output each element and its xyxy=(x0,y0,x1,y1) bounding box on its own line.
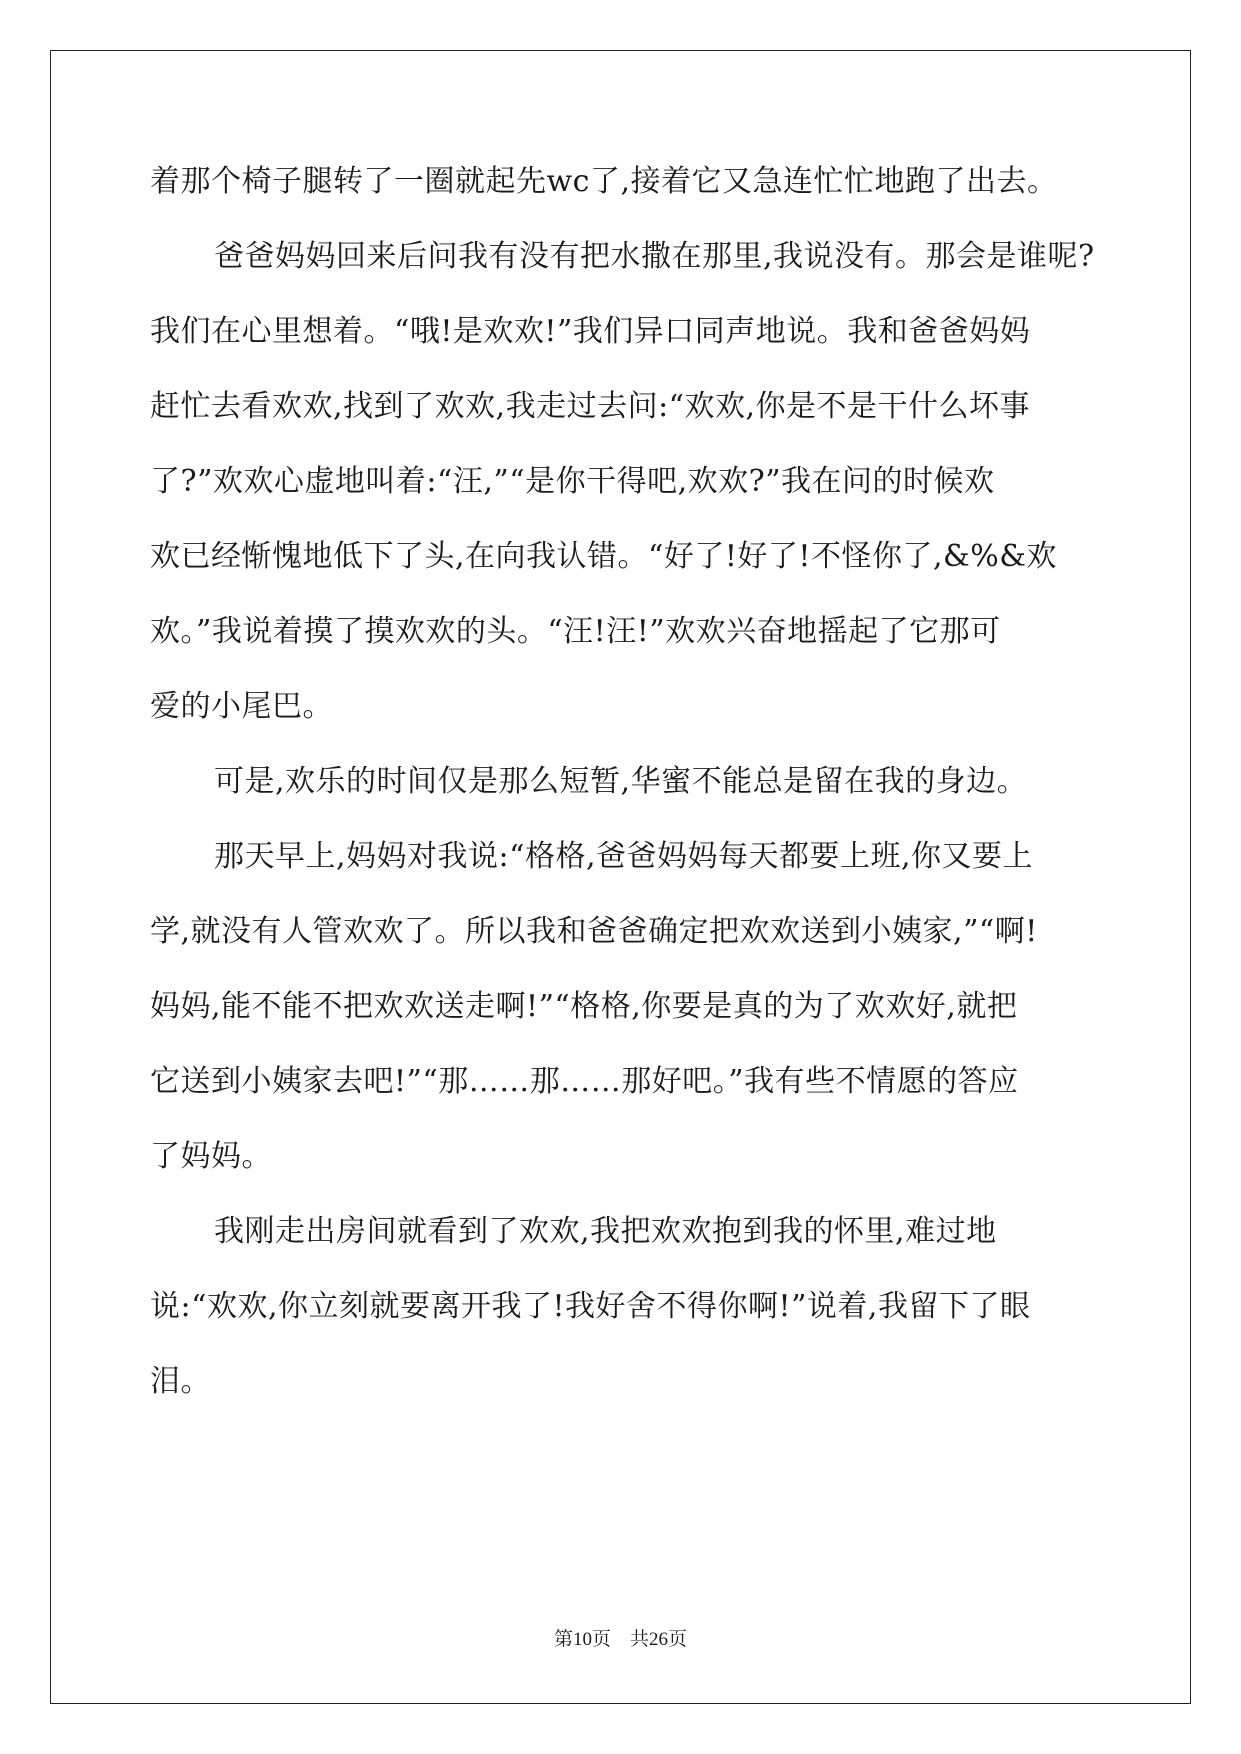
text-line: 那天早上,妈妈对我说:“格格,爸爸妈妈每天都要上班,你又要上 xyxy=(214,839,1034,874)
page-number: 第10页 共26页 xyxy=(553,1629,687,1650)
text-line: 我们在心里想着。“哦!是欢欢!”我们异口同声地说。我和爸爸妈妈 xyxy=(150,314,1031,349)
text-line: 赶忙去看欢欢,找到了欢欢,我走过去问:“欢欢,你是不是干什么坏事 xyxy=(150,389,1031,424)
text-line: 妈妈,能不能不把欢欢送走啊!”“格格,你要是真的为了欢欢好,就把 xyxy=(150,989,1018,1024)
text-line: 爱的小尾巴。 xyxy=(150,689,333,724)
text-line: 说:“欢欢,你立刻就要离开我了!我好舍不得你啊!”说着,我留下了眼 xyxy=(150,1289,1031,1324)
text-line: 泪。 xyxy=(150,1364,211,1399)
page-border xyxy=(50,50,1191,1704)
text-line: 了妈妈。 xyxy=(150,1139,272,1174)
text-line: 它送到小姨家去吧!”“那……那……那好吧。”我有些不情愿的答应 xyxy=(150,1064,1019,1099)
text-line: 欢。”我说着摸了摸欢欢的头。“汪!汪!”欢欢兴奋地摇起了它那可 xyxy=(150,614,1001,649)
text-line: 我刚走出房间就看到了欢欢,我把欢欢抱到我的怀里,难过地 xyxy=(214,1214,997,1249)
text-line: 学,就没有人管欢欢了。所以我和爸爸确定把欢欢送到小姨家,”“啊! xyxy=(150,914,1038,949)
text-line: 爸爸妈妈回来后问我有没有把水撒在那里,我说没有。那会是谁呢? xyxy=(214,239,1095,274)
text-line: 欢已经惭愧地低下了头,在向我认错。“好了!好了!不怪你了,&%&欢 xyxy=(150,539,1057,574)
text-line: 了?”欢欢心虚地叫着:“汪,”“是你干得吧,欢欢?”我在问的时候欢 xyxy=(150,464,995,499)
text-line: 可是,欢乐的时间仅是那么短暂,华蜜不能总是留在我的身边。 xyxy=(214,764,1028,799)
text-line: 着那个椅子腿转了一圈就起先wc了,接着它又急连忙忙地跑了出去。 xyxy=(150,164,1058,199)
